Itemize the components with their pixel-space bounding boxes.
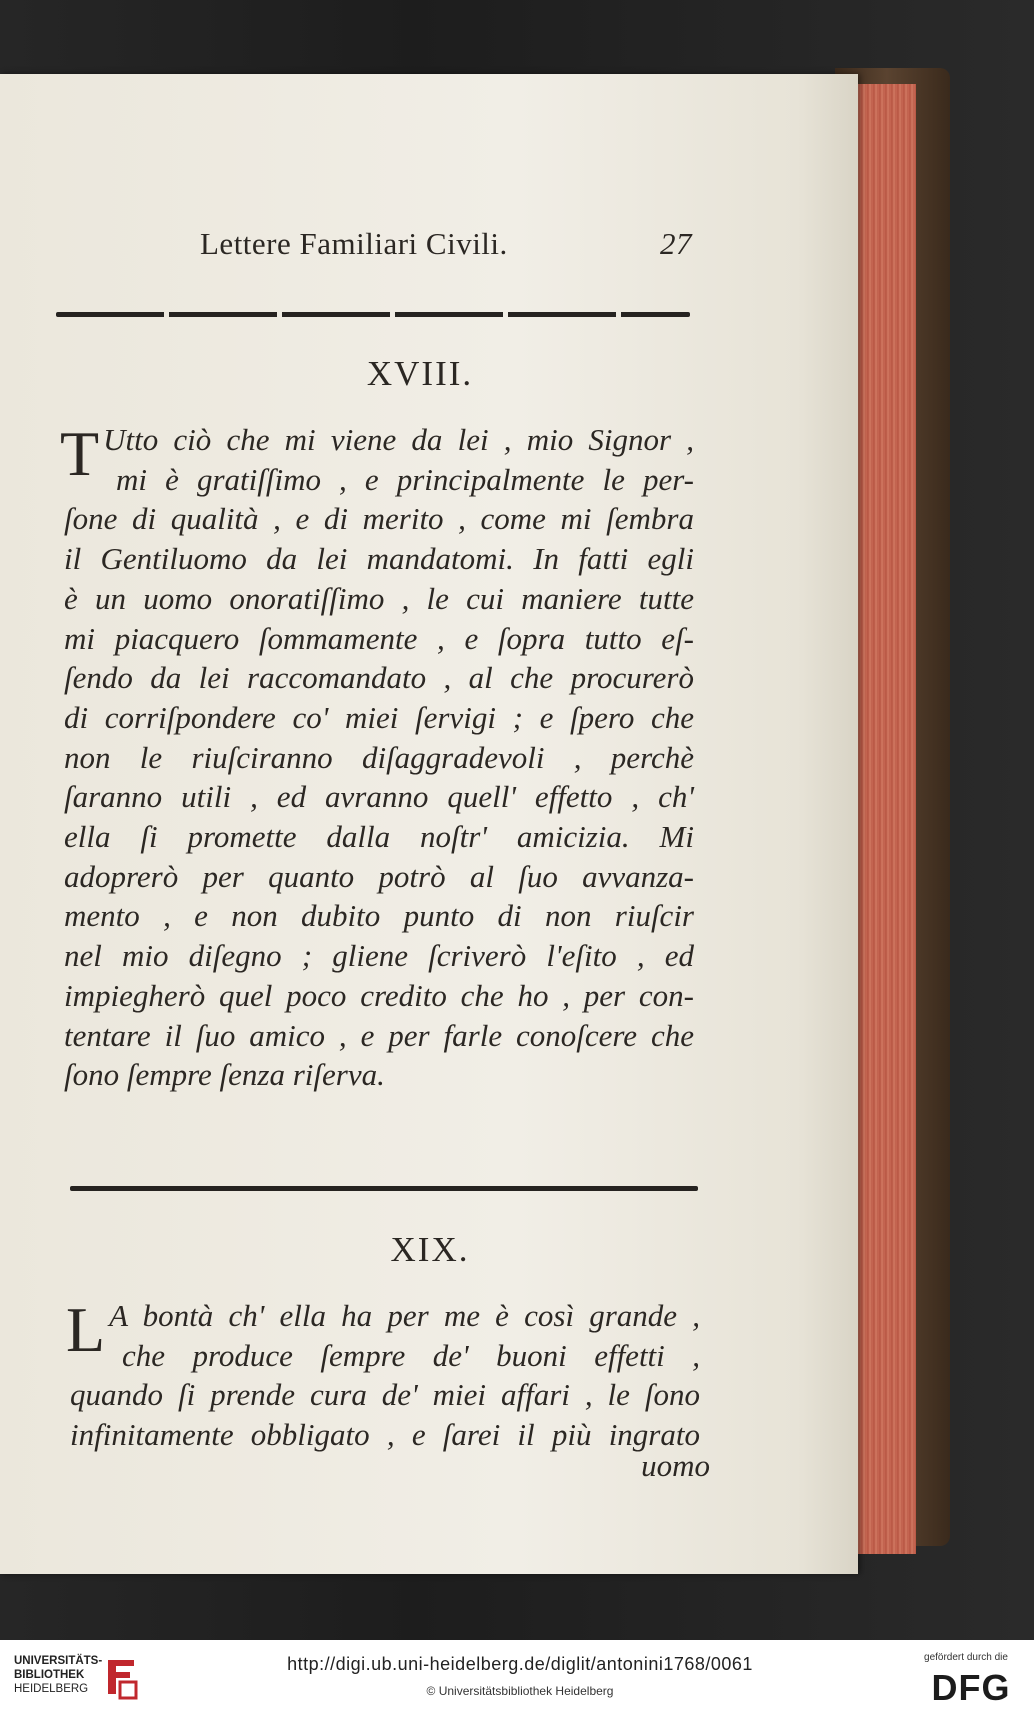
running-head (200, 226, 692, 262)
text-line: tentare il ſuo amico , e per farle conoſcere che (64, 1017, 694, 1053)
funding-note: gefördert durch die (924, 1652, 1008, 1663)
running-title: Lettere Familiari Civili. (200, 226, 508, 261)
text-line: A bontà ch' ella ha per me è così grande , (109, 1298, 700, 1333)
text-line: ſaranno utili , ed avranno quell' effetto , ch' (64, 779, 694, 815)
text-line: il Gentiluomo da lei mandatomi. In fatti egli (64, 541, 694, 577)
letter-18-text (60, 418, 694, 1095)
text-line: mi piacquero ſommamente , e ſopra tutto eſ- (64, 620, 694, 656)
dfg-logo[interactable]: DFG (931, 1667, 1011, 1708)
text-line: ſono ſempre ſenza riſerva. (64, 1057, 385, 1093)
page-url-link[interactable]: http://digi.ub.uni-heidelberg.de/diglit/antonini1768/0061 (287, 1654, 753, 1674)
library-city: HEIDELBERG (14, 1683, 89, 1695)
text-line: quando ſi prende cura de' miei affari , le ſono (70, 1377, 700, 1413)
text-line: impiegherò quel poco credito che ho , per con- (64, 977, 694, 1013)
letter-numeral-18: XVIII. (366, 354, 474, 393)
text-line: di corriſpondere co' miei ſervigi ; e ſpero che (64, 699, 694, 735)
section-rule (70, 1186, 698, 1191)
text-line: che produce ſempre de' buoni effetti , (122, 1337, 700, 1373)
dropcap-t: T (60, 418, 100, 489)
letter-19-text (66, 1294, 700, 1455)
text-line: non le riuſciranno diſaggradevoli , perchè (64, 739, 694, 775)
viewer-footer (0, 1640, 1034, 1715)
text-line: infinitamente obbligato , e ſarei il più ingrato (70, 1417, 700, 1453)
dropcap-l: L (66, 1294, 106, 1365)
text-line: è un uomo onoratiſſimo , le cui maniere tutte (64, 580, 694, 616)
text-line: mento , e non dubito punto di non riuſcir (64, 898, 694, 934)
library-emblem-icon (104, 1654, 140, 1700)
library-name-2: BIBLIOTHEK (14, 1669, 85, 1681)
letter-numeral-19: XIX. (390, 1230, 470, 1269)
catchword: uomo (641, 1448, 710, 1483)
text-line: adoprerò per quanto potrò al ſuo avvanza- (64, 858, 694, 894)
page-number: 27 (660, 226, 692, 261)
library-name: UNIVERSITÄTS- (14, 1655, 103, 1667)
copyright-notice: © Universitätsbibliothek Heidelberg (426, 1684, 614, 1698)
header-rule (56, 312, 690, 317)
text-line: Utto ciò che mi viene da lei , mio Signor , (103, 422, 694, 457)
text-line: nel mio diſegno ; gliene ſcriverò l'eſito , ed (64, 938, 694, 974)
page-edges (852, 84, 916, 1554)
text-line: mi è gratiſſimo , e principalmente le per- (116, 461, 694, 497)
text-line: ella ſi promette dalla noſtr' amicizia. Mi (64, 819, 694, 855)
text-line: ſone di qualità , e di merito , come mi ſembra (64, 501, 694, 537)
text-line: ſendo da lei raccomandato , al che procurerò (64, 660, 694, 696)
